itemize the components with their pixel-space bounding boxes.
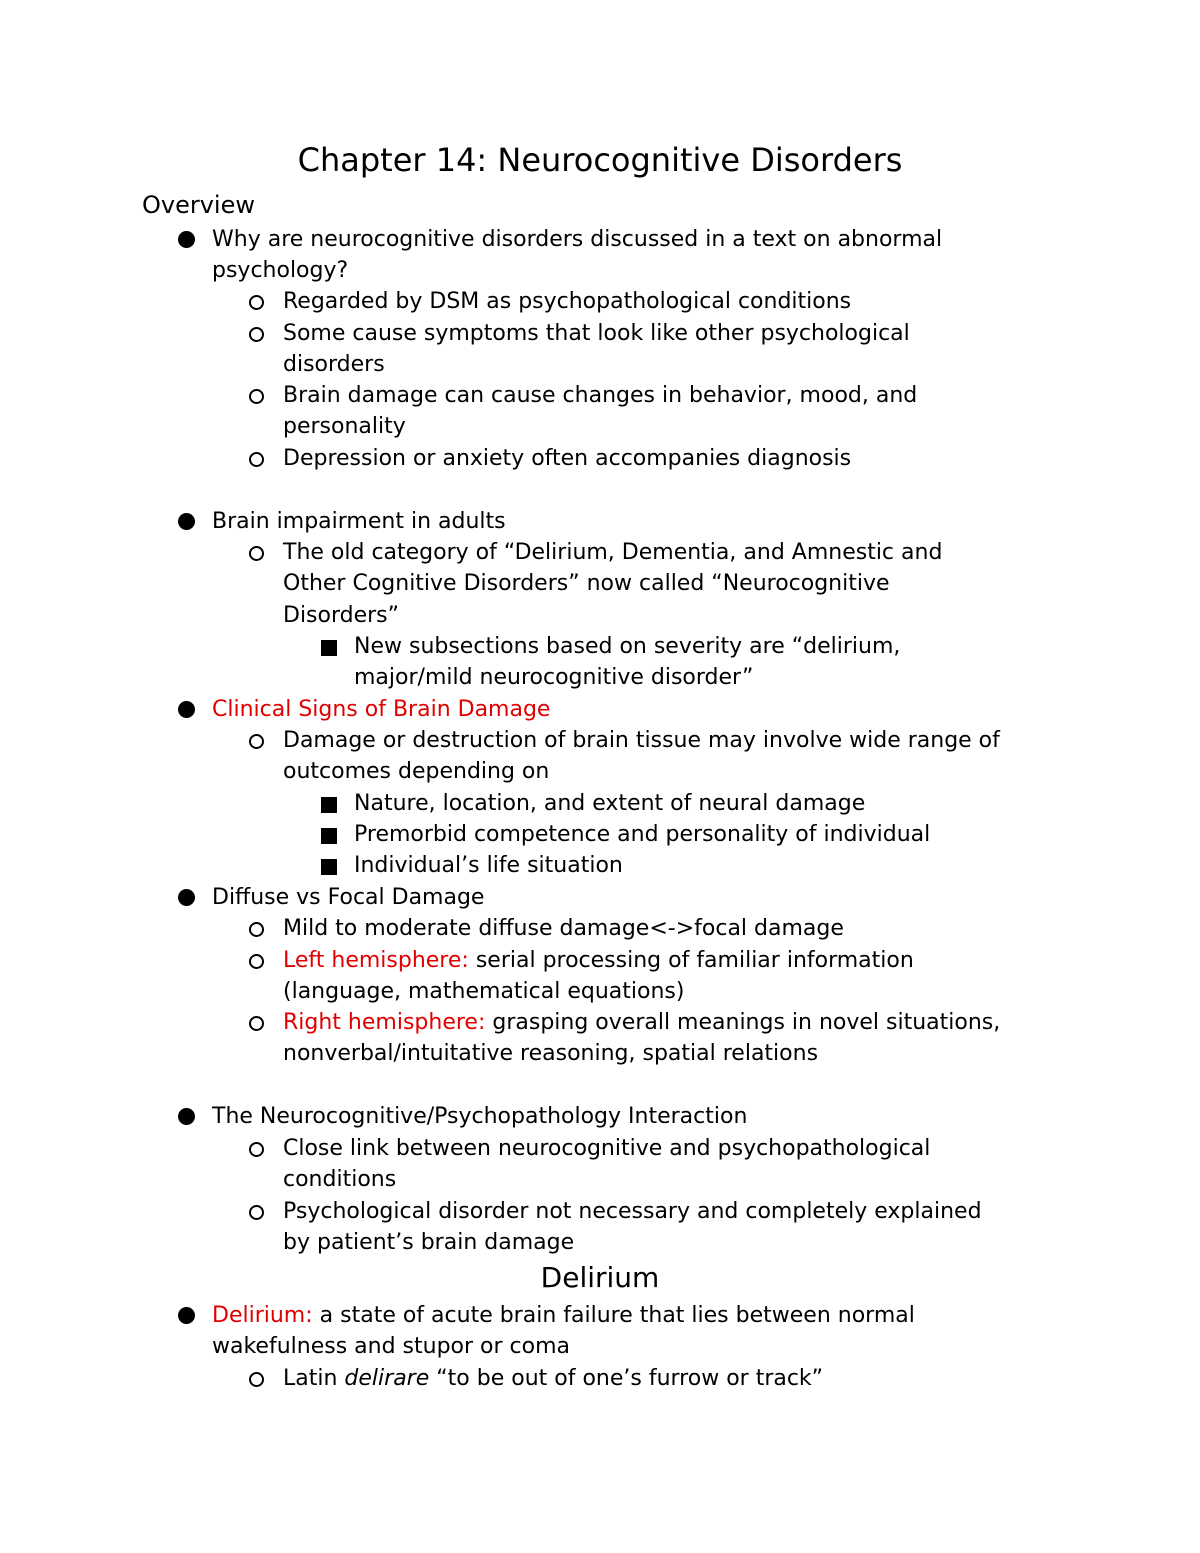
sub-bullet-depression: Depression or anxiety often accompanies diagnosis (283, 443, 851, 474)
square-bullet-icon (321, 797, 337, 813)
sub-bullet-left-hemisphere: Left hemisphere: serial processing of familiar information (language, mathematical equations) (283, 945, 914, 1008)
hollow-bullet-icon (249, 546, 264, 561)
square-bullet-icon (321, 828, 337, 844)
sub-bullet-some-cause: Some cause symptoms that look like other psychological disorders (283, 318, 910, 381)
term-right-hemisphere: Right hemisphere: (283, 1010, 486, 1035)
hollow-bullet-icon (249, 1016, 264, 1031)
hollow-bullet-icon (249, 954, 264, 969)
sub-bullet-latin: Latin delirare “to be out of one’s furrow or track” (283, 1363, 823, 1394)
bullet-interaction: The Neurocognitive/Psychopathology Interaction (212, 1101, 747, 1132)
square-bullet-icon (321, 859, 337, 875)
hollow-bullet-icon (249, 1205, 264, 1220)
hollow-bullet-icon (249, 389, 264, 404)
overview-heading: Overview (142, 191, 255, 219)
bullet-impairment: Brain impairment in adults (212, 506, 506, 537)
chapter-title: Chapter 14: Neurocognitive Disorders (297, 141, 903, 179)
filled-bullet-icon (178, 1307, 195, 1324)
hollow-bullet-icon (249, 734, 264, 749)
hollow-bullet-icon (249, 1142, 264, 1157)
filled-bullet-icon (178, 513, 195, 530)
sub-bullet-psychological: Psychological disorder not necessary and completely explained by patient’s brain damage (283, 1196, 982, 1259)
hollow-bullet-icon (249, 327, 264, 342)
sub-bullet-brain-damage: Brain damage can cause changes in behavior, mood, and personality (283, 380, 917, 443)
hollow-bullet-icon (249, 295, 264, 310)
sub-sub-bullet-life: Individual’s life situation (354, 850, 623, 881)
sub-sub-bullet-premorbid: Premorbid competence and personality of individual (354, 819, 930, 850)
latin-word: delirare (344, 1366, 430, 1391)
delirium-heading: Delirium (540, 1261, 660, 1294)
filled-bullet-icon (178, 1108, 195, 1125)
bullet-delirium-definition: Delirium: a state of acute brain failure that lies between normal wakefulness and stupor or coma (212, 1300, 915, 1363)
hollow-bullet-icon (249, 452, 264, 467)
sub-bullet-mild: Mild to moderate diffuse damage<->focal damage (283, 913, 844, 944)
sub-bullet-damage: Damage or destruction of brain tissue may involve wide range of outcomes depending on (283, 725, 1000, 788)
bullet-diffuse-focal: Diffuse vs Focal Damage (212, 882, 484, 913)
bullet-why: Why are neurocognitive disorders discussed in a text on abnormal psychology? (212, 224, 942, 287)
sub-sub-bullet-nature: Nature, location, and extent of neural damage (354, 788, 865, 819)
filled-bullet-icon (178, 231, 195, 248)
bullet-clinical-signs: Clinical Signs of Brain Damage (212, 694, 550, 725)
hollow-bullet-icon (249, 922, 264, 937)
sub-sub-bullet-new-subsections: New subsections based on severity are “delirium, major/mild neurocognitive disorder” (354, 631, 900, 694)
sub-bullet-regarded: Regarded by DSM as psychopathological conditions (283, 286, 851, 317)
term-delirium: Delirium: (212, 1303, 313, 1328)
hollow-bullet-icon (249, 1372, 264, 1387)
sub-bullet-right-hemisphere: Right hemisphere: grasping overall meanings in novel situations, nonverbal/intuitative reasoning, spatial relations (283, 1007, 1000, 1070)
sub-bullet-close-link: Close link between neurocognitive and psychopathological conditions (283, 1133, 930, 1196)
term-left-hemisphere: Left hemisphere: (283, 948, 469, 973)
filled-bullet-icon (178, 889, 195, 906)
square-bullet-icon (321, 640, 337, 656)
filled-bullet-icon (178, 701, 195, 718)
sub-bullet-old-category: The old category of “Delirium, Dementia, and Amnestic and Other Cognitive Disorders” now called “Neurocognitive Disorders” (283, 537, 942, 631)
